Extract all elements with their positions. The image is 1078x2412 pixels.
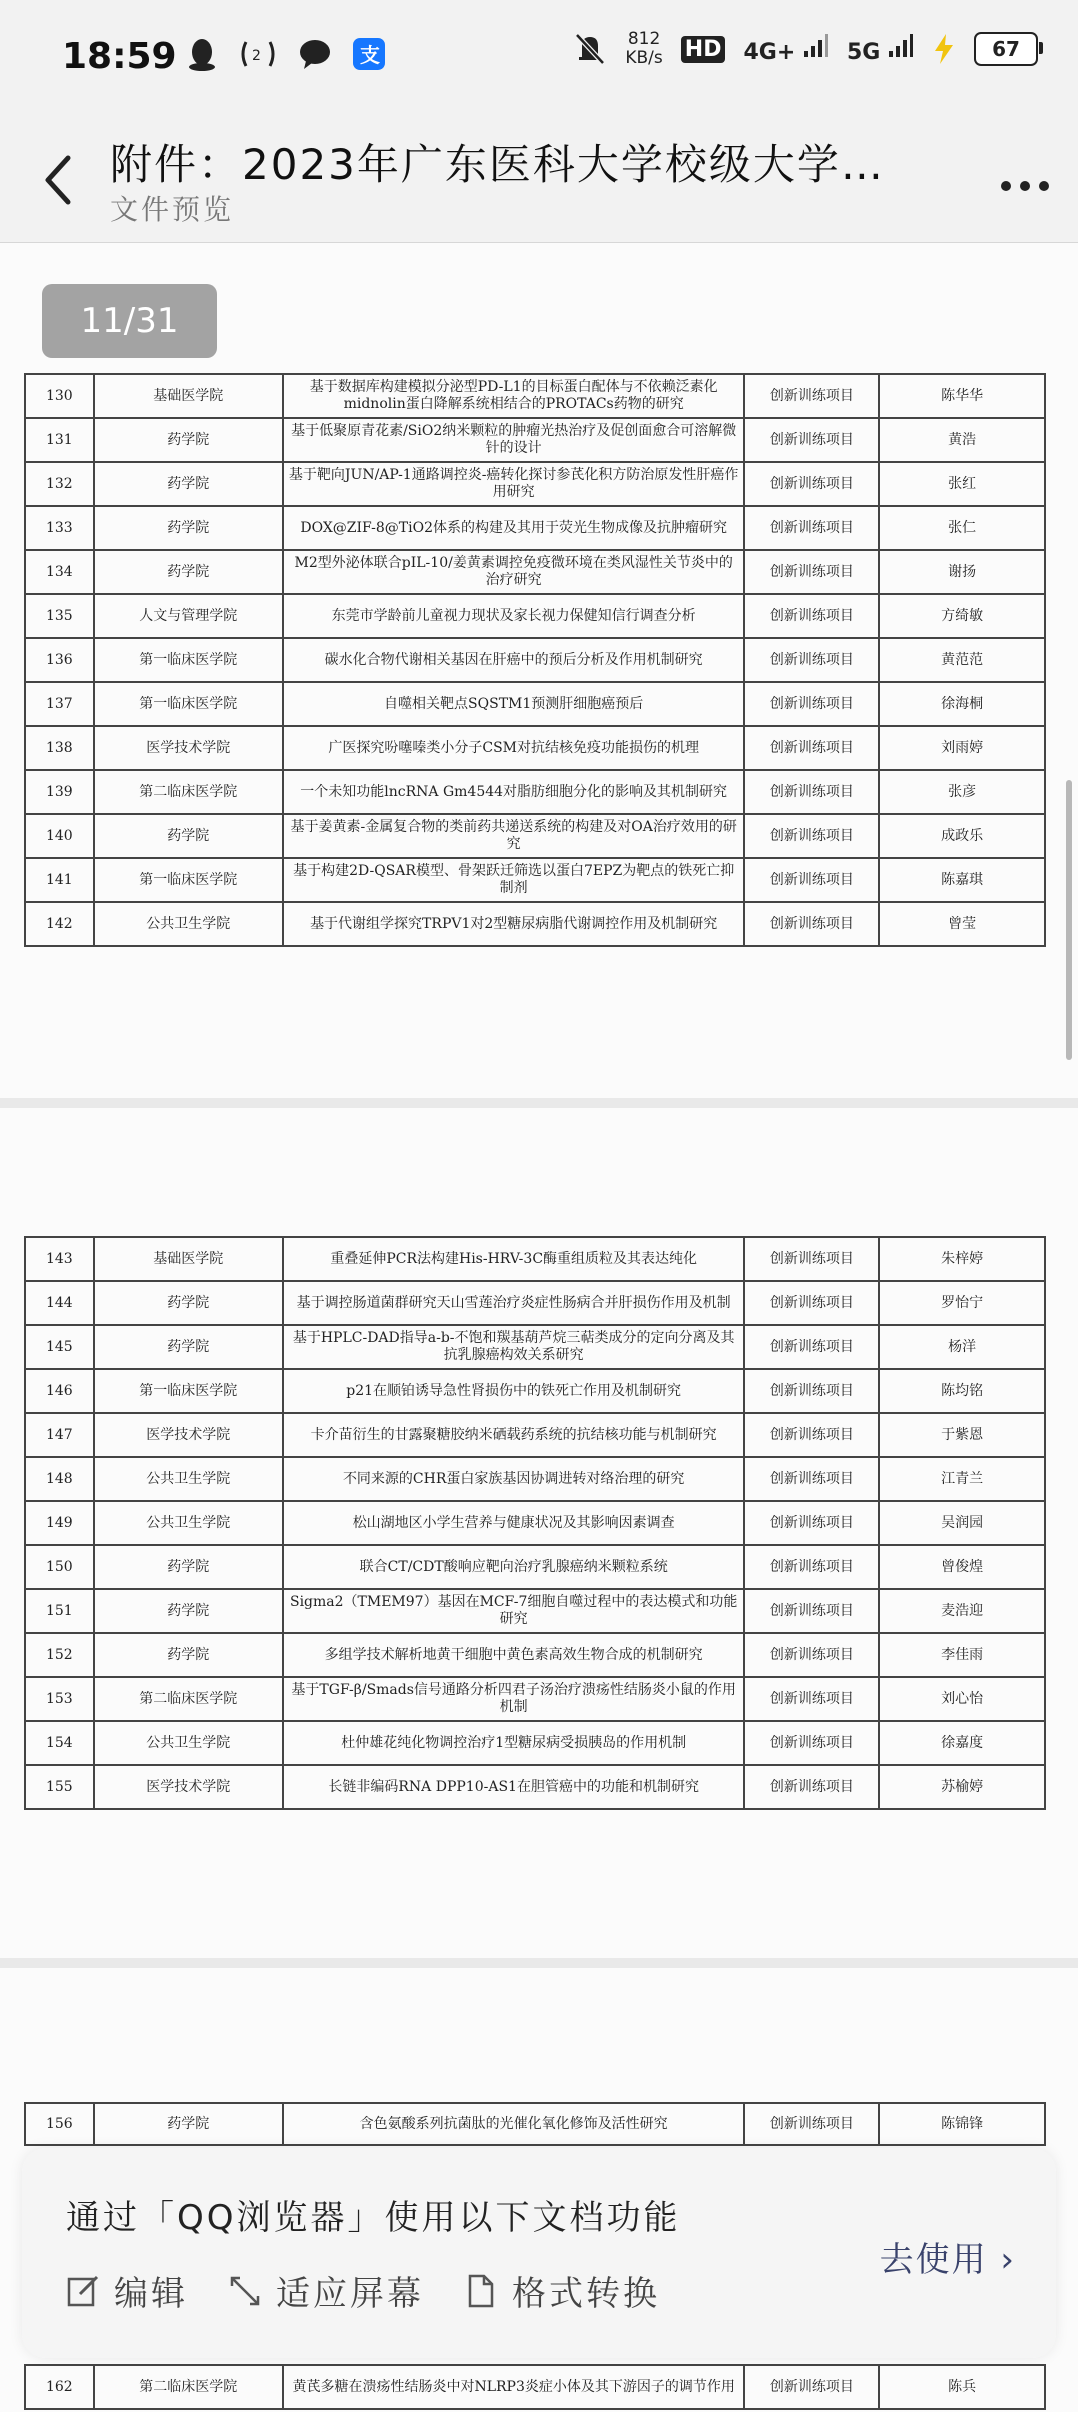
row-project-type: 创新训练项目 — [744, 374, 879, 418]
row-college: 药学院 — [94, 1325, 283, 1369]
row-project-title: 一个未知功能lncRNA Gm4544对脂肪细胞分化的影响及其机制研究 — [283, 770, 744, 814]
project-table-page-2 — [24, 1236, 1046, 1810]
row-project-type: 创新训练项目 — [744, 2365, 879, 2409]
row-college: 第二临床医学院 — [94, 770, 283, 814]
page-indicator: 11/31 — [42, 284, 217, 358]
row-project-type: 创新训练项目 — [744, 1677, 879, 1721]
row-leader-name: 于紫恩 — [879, 1413, 1045, 1457]
row-project-title: 不同来源的CHR蛋白家族基因协调进转对络治理的研究 — [283, 1457, 744, 1501]
row-project-type: 创新训练项目 — [744, 506, 879, 550]
row-project-title: 自噬相关靶点SQSTM1预测肝细胞癌预后 — [283, 682, 744, 726]
row-project-type: 创新训练项目 — [744, 1589, 879, 1633]
mute-bell-icon — [573, 31, 607, 67]
table-row — [25, 1545, 1045, 1589]
row-leader-name: 麦浩迎 — [879, 1589, 1045, 1633]
row-leader-name: 黄范范 — [879, 638, 1045, 682]
row-leader-name: 曾莹 — [879, 902, 1045, 946]
fit-screen-icon — [228, 2274, 262, 2308]
row-college: 药学院 — [94, 1545, 283, 1589]
table-row — [25, 1501, 1045, 1545]
row-number: 143 — [25, 1237, 94, 1281]
status-notification-icons — [186, 36, 386, 72]
row-leader-name: 苏榆婷 — [879, 1765, 1045, 1809]
row-number: 148 — [25, 1457, 94, 1501]
row-number: 135 — [25, 594, 94, 638]
row-college: 药学院 — [94, 2103, 283, 2145]
row-number: 144 — [25, 1281, 94, 1325]
page-subtitle: 文件预览 — [110, 193, 235, 226]
row-college: 药学院 — [94, 550, 283, 594]
row-leader-name: 吴润园 — [879, 1501, 1045, 1545]
hd-badge: HD — [681, 37, 726, 62]
row-project-title: 重叠延伸PCR法构建His-HRV-3C酶重组质粒及其表达纯化 — [283, 1237, 744, 1281]
row-project-title: 基于代谢组学探究TRPV1对2型糖尿病脂代谢调控作用及机制研究 — [283, 902, 744, 946]
row-project-title: 基于数据库构建模拟分泌型PD-L1的目标蛋白配体与不依赖泛素化midnolin蛋白降解系统相结合的PROTACs药物的研究 — [283, 374, 744, 418]
row-college: 药学院 — [94, 1281, 283, 1325]
row-leader-name: 张红 — [879, 462, 1045, 506]
row-leader-name: 谢扬 — [879, 550, 1045, 594]
table-row — [25, 770, 1045, 814]
row-project-title: DOX@ZIF-8@TiO2体系的构建及其用于荧光生物成像及抗肿瘤研究 — [283, 506, 744, 550]
row-project-type: 创新训练项目 — [744, 1545, 879, 1589]
svg-text:支: 支 — [360, 43, 380, 67]
row-college: 公共卫生学院 — [94, 1721, 283, 1765]
row-number: 133 — [25, 506, 94, 550]
row-project-type: 创新训练项目 — [744, 858, 879, 902]
row-college: 第一临床医学院 — [94, 858, 283, 902]
row-number: 150 — [25, 1545, 94, 1589]
banner-actions — [66, 2266, 660, 2315]
scrollbar[interactable] — [1066, 780, 1072, 1060]
banner-message: 通过「QQ浏览器」使用以下文档功能 — [66, 2198, 681, 2238]
row-college: 第二临床医学院 — [94, 1677, 283, 1721]
row-leader-name: 刘心怡 — [879, 1677, 1045, 1721]
row-number: 146 — [25, 1369, 94, 1413]
row-college: 第一临床医学院 — [94, 1369, 283, 1413]
table-row — [25, 726, 1045, 770]
convert-format-action[interactable]: 格式转换 — [464, 2266, 660, 2315]
table-row — [25, 2103, 1045, 2145]
row-college: 第一临床医学院 — [94, 638, 283, 682]
row-number: 130 — [25, 374, 94, 418]
network-speed: 812 KB/s — [625, 29, 663, 68]
go-use-button[interactable]: 去使用 › — [879, 2240, 1016, 2280]
row-college: 公共卫生学院 — [94, 1457, 283, 1501]
row-leader-name: 杨洋 — [879, 1325, 1045, 1369]
status-system-icons — [573, 30, 1038, 68]
table-row — [25, 638, 1045, 682]
row-project-type: 创新训练项目 — [744, 1281, 879, 1325]
table-row — [25, 1589, 1045, 1633]
signal-bars-icon — [803, 33, 829, 59]
battery-indicator: 67 — [974, 32, 1038, 66]
row-college: 医学技术学院 — [94, 1413, 283, 1457]
fit-screen-action[interactable]: 适应屏幕 — [228, 2266, 424, 2315]
row-project-type: 创新训练项目 — [744, 770, 879, 814]
qq-browser-banner — [22, 2148, 1056, 2358]
table-row — [25, 1633, 1045, 1677]
chat-bubble-icon — [298, 36, 332, 72]
project-table-page-3-lower — [24, 2364, 1046, 2410]
row-project-type: 创新训练项目 — [744, 1369, 879, 1413]
hotspot-icon — [238, 36, 278, 72]
table-row — [25, 814, 1045, 858]
page-title: 附件：2023年广东医科大学校级大学… — [110, 140, 885, 189]
row-project-title: 东莞市学龄前儿童视力现状及家长视力保健知信行调查分析 — [283, 594, 744, 638]
row-project-type: 创新训练项目 — [744, 1413, 879, 1457]
row-number: 151 — [25, 1589, 94, 1633]
row-number: 152 — [25, 1633, 94, 1677]
row-project-type: 创新训练项目 — [744, 418, 879, 462]
row-leader-name: 徐海桐 — [879, 682, 1045, 726]
row-leader-name: 陈均铭 — [879, 1369, 1045, 1413]
row-project-type: 创新训练项目 — [744, 1765, 879, 1809]
row-leader-name: 刘雨婷 — [879, 726, 1045, 770]
row-project-title: 基于HPLC-DAD指导a-b-不饱和羰基葫芦烷三萜类成分的定向分离及其抗乳腺癌构效关系研究 — [283, 1325, 744, 1369]
row-leader-name: 黄浩 — [879, 418, 1045, 462]
table-row — [25, 1281, 1045, 1325]
row-project-type: 创新训练项目 — [744, 550, 879, 594]
row-project-type: 创新训练项目 — [744, 1457, 879, 1501]
row-project-title: 联合CT/CDT酸响应靶向治疗乳腺癌纳米颗粒系统 — [283, 1545, 744, 1589]
row-project-title: 多组学技术解析地黄干细胞中黄色素高效生物合成的机制研究 — [283, 1633, 744, 1677]
table-row — [25, 1325, 1045, 1369]
table-row — [25, 2365, 1045, 2409]
row-number: 153 — [25, 1677, 94, 1721]
row-project-title: 基于姜黄素-金属复合物的类前药共递送系统的构建及对OA治疗效用的研究 — [283, 814, 744, 858]
row-number: 139 — [25, 770, 94, 814]
row-project-title: p21在顺铂诱导急性肾损伤中的铁死亡作用及机制研究 — [283, 1369, 744, 1413]
row-number: 132 — [25, 462, 94, 506]
row-college: 药学院 — [94, 506, 283, 550]
row-project-title: Sigma2（TMEM97）基因在MCF-7细胞自噬过程中的表达模式和功能研究 — [283, 1589, 744, 1633]
row-number: 156 — [25, 2103, 94, 2145]
row-leader-name: 徐嘉度 — [879, 1721, 1045, 1765]
row-college: 医学技术学院 — [94, 1765, 283, 1809]
row-project-type: 创新训练项目 — [744, 2103, 879, 2145]
row-number: 155 — [25, 1765, 94, 1809]
alipay-icon — [352, 36, 386, 72]
row-project-title: 基于构建2D-QSAR模型、骨架跃迁筛选以蛋白7EPZ为靶点的铁死亡抑制剂 — [283, 858, 744, 902]
row-number: 154 — [25, 1721, 94, 1765]
table-row — [25, 1677, 1045, 1721]
row-college: 公共卫生学院 — [94, 1501, 283, 1545]
row-leader-name: 陈兵 — [879, 2365, 1045, 2409]
row-number: 141 — [25, 858, 94, 902]
row-college: 药学院 — [94, 814, 283, 858]
row-leader-name: 陈嘉琪 — [879, 858, 1045, 902]
row-project-type: 创新训练项目 — [744, 1237, 879, 1281]
row-project-title: 基于调控肠道菌群研究天山雪莲治疗炎症性肠病合并肝损伤作用及机制 — [283, 1281, 744, 1325]
row-leader-name: 成政乐 — [879, 814, 1045, 858]
row-project-title: 含色氨酸系列抗菌肽的光催化氧化修饰及活性研究 — [283, 2103, 744, 2145]
row-project-title: 松山湖地区小学生营养与健康状况及其影响因素调查 — [283, 1501, 744, 1545]
more-dots-icon — [1000, 176, 1050, 196]
table-row — [25, 594, 1045, 638]
table-row — [25, 550, 1045, 594]
row-college: 药学院 — [94, 1589, 283, 1633]
row-project-title: 卡介苗衍生的甘露聚糖胶纳米硒载药系统的抗结核功能与机制研究 — [283, 1413, 744, 1457]
row-project-type: 创新训练项目 — [744, 726, 879, 770]
row-number: 134 — [25, 550, 94, 594]
table-row — [25, 1765, 1045, 1809]
row-leader-name: 朱梓婷 — [879, 1237, 1045, 1281]
qq-icon — [186, 36, 218, 72]
row-project-type: 创新训练项目 — [744, 594, 879, 638]
row-leader-name: 方绮敏 — [879, 594, 1045, 638]
project-table-page-1 — [24, 373, 1046, 947]
row-project-type: 创新训练项目 — [744, 1325, 879, 1369]
document-icon — [464, 2274, 498, 2308]
row-project-type: 创新训练项目 — [744, 902, 879, 946]
signal-4g: 4G+ — [743, 33, 828, 65]
table-row — [25, 1369, 1045, 1413]
back-button[interactable] — [30, 148, 90, 208]
row-leader-name: 陈锦锋 — [879, 2103, 1045, 2145]
row-college: 公共卫生学院 — [94, 902, 283, 946]
table-row — [25, 1721, 1045, 1765]
signal-bars-icon — [888, 33, 914, 59]
status-bar — [0, 0, 1078, 118]
row-project-title: M2型外泌体联合pIL-10/姜黄素调控免疫微环境在类风湿性关节炎中的治疗研究 — [283, 550, 744, 594]
row-number: 162 — [25, 2365, 94, 2409]
row-project-title: 广医探究吩噻嗪类小分子CSM对抗结核免疫功能损伤的机理 — [283, 726, 744, 770]
row-number: 136 — [25, 638, 94, 682]
row-number: 138 — [25, 726, 94, 770]
table-row — [25, 418, 1045, 462]
charging-bolt-icon — [932, 31, 956, 67]
app-header — [0, 118, 1078, 243]
row-college: 药学院 — [94, 1633, 283, 1677]
signal-5g: 5G — [847, 33, 914, 65]
row-leader-name: 曾俊煌 — [879, 1545, 1045, 1589]
table-row — [25, 1413, 1045, 1457]
row-number: 147 — [25, 1413, 94, 1457]
table-row — [25, 858, 1045, 902]
table-row — [25, 374, 1045, 418]
row-project-type: 创新训练项目 — [744, 462, 879, 506]
row-college: 第二临床医学院 — [94, 2365, 283, 2409]
project-table-page-3 — [24, 2102, 1046, 2146]
row-college: 基础医学院 — [94, 1237, 283, 1281]
status-time: 18:59 — [62, 36, 177, 77]
edit-action[interactable]: 编辑 — [66, 2266, 188, 2315]
row-project-type: 创新训练项目 — [744, 638, 879, 682]
row-leader-name: 江青兰 — [879, 1457, 1045, 1501]
row-project-title: 基于靶向JUN/AP-1通路调控炎-癌转化探讨参芪化积方防治原发性肝癌作用研究 — [283, 462, 744, 506]
chevron-left-icon — [30, 148, 90, 208]
row-number: 142 — [25, 902, 94, 946]
row-project-type: 创新训练项目 — [744, 682, 879, 726]
table-row — [25, 1457, 1045, 1501]
row-project-title: 碳水化合物代谢相关基因在肝癌中的预后分析及作用机制研究 — [283, 638, 744, 682]
row-project-type: 创新训练项目 — [744, 1501, 879, 1545]
row-project-title: 长链非编码RNA DPP10-AS1在胆管癌中的功能和机制研究 — [283, 1765, 744, 1809]
row-number: 145 — [25, 1325, 94, 1369]
row-project-type: 创新训练项目 — [744, 814, 879, 858]
table-row — [25, 682, 1045, 726]
row-number: 137 — [25, 682, 94, 726]
edit-icon — [66, 2274, 100, 2308]
row-number: 149 — [25, 1501, 94, 1545]
table-row — [25, 462, 1045, 506]
row-project-title: 黄芪多糖在溃疡性结肠炎中对NLRP3炎症小体及其下游因子的调节作用 — [283, 2365, 744, 2409]
row-college: 第一临床医学院 — [94, 682, 283, 726]
row-leader-name: 罗怡宁 — [879, 1281, 1045, 1325]
row-leader-name: 张仁 — [879, 506, 1045, 550]
table-row — [25, 506, 1045, 550]
row-college: 基础医学院 — [94, 374, 283, 418]
row-project-title: 基于低聚原青花素/SiO2纳米颗粒的肿瘤光热治疗及促创面愈合可溶解微针的设计 — [283, 418, 744, 462]
row-college: 药学院 — [94, 418, 283, 462]
row-leader-name: 陈华华 — [879, 374, 1045, 418]
table-row — [25, 902, 1045, 946]
row-leader-name: 张彦 — [879, 770, 1045, 814]
row-college: 药学院 — [94, 462, 283, 506]
more-menu-button[interactable] — [1000, 156, 1050, 207]
row-project-title: 基于TGF-β/Smads信号通路分析四君子汤治疗溃疡性结肠炎小鼠的作用机制 — [283, 1677, 744, 1721]
row-leader-name: 李佳雨 — [879, 1633, 1045, 1677]
row-project-title: 杜仲雄花纯化物调控治疗1型糖尿病受损胰岛的作用机制 — [283, 1721, 744, 1765]
row-project-type: 创新训练项目 — [744, 1633, 879, 1677]
svg-text:2: 2 — [252, 48, 261, 64]
row-number: 131 — [25, 418, 94, 462]
row-college: 人文与管理学院 — [94, 594, 283, 638]
row-number: 140 — [25, 814, 94, 858]
row-college: 医学技术学院 — [94, 726, 283, 770]
row-project-type: 创新训练项目 — [744, 1721, 879, 1765]
table-row — [25, 1237, 1045, 1281]
